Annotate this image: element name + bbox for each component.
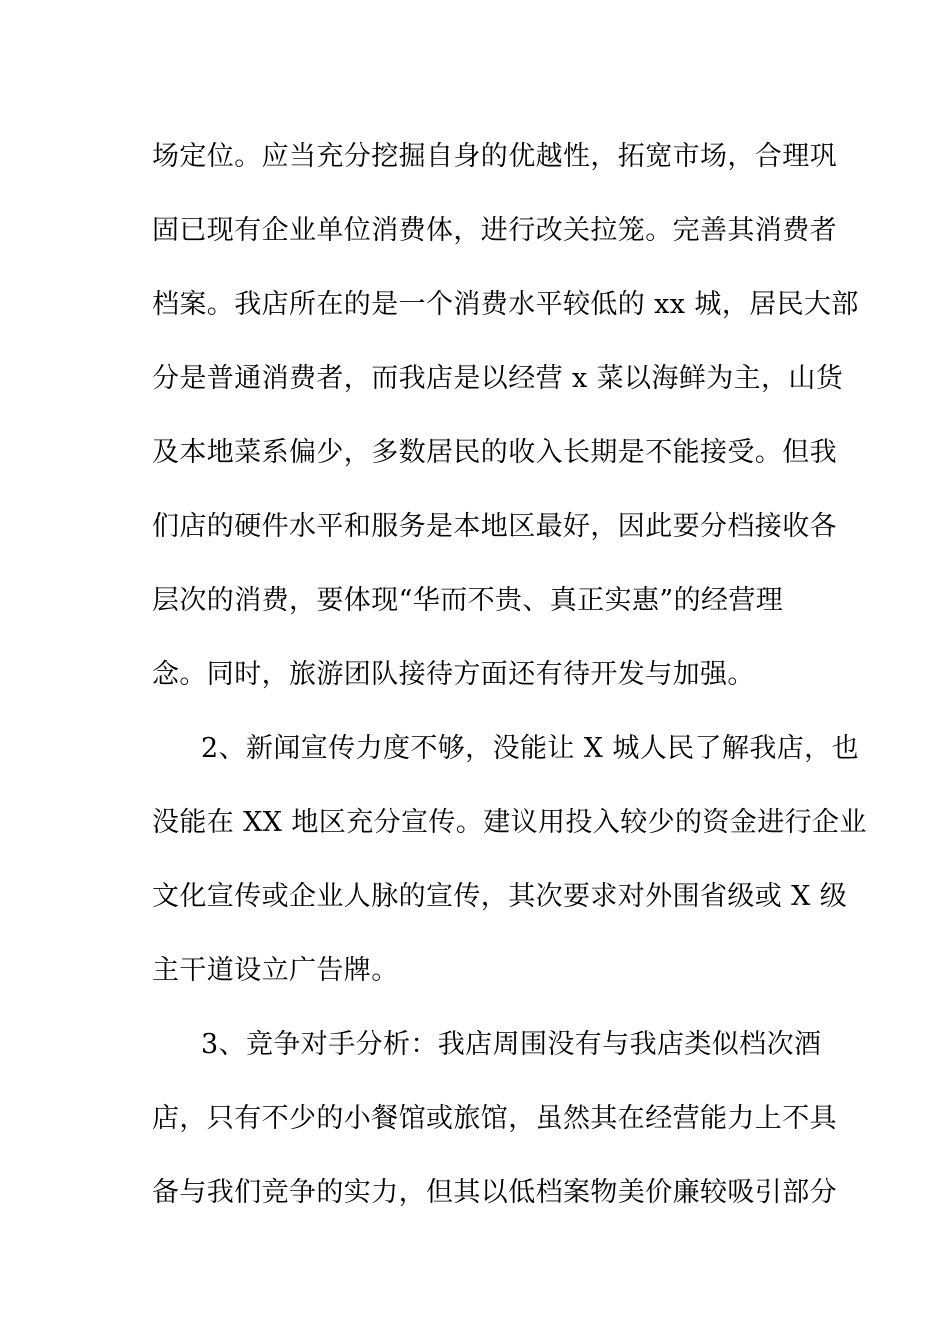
text-line: 场定位。应当充分挖掘自身的优越性，拓宽市场，合理巩 <box>152 141 837 172</box>
text-line: 们店的硬件水平和服务是本地区最好，因此要分档接收各 <box>152 511 837 542</box>
paragraph-start-line: 3、竞争对手分析：我店周围没有与我店类似档次酒 <box>201 1029 822 1060</box>
text-line: 层次的消费，要体现“华而不贵、真正实惠”的经营理 <box>152 585 784 616</box>
text-line: 店，只有不少的小餐馆或旅馆，虽然其在经营能力上不具 <box>152 1103 837 1134</box>
text-line: 主干道设立广告牌。 <box>152 955 399 986</box>
text-line: 及本地菜系偏少，多数居民的收入长期是不能接受。但我 <box>152 437 837 468</box>
text-line: 分是普通消费者，而我店是以经营 x 菜以海鲜为主，山货 <box>152 363 844 394</box>
text-line: 备与我们竞争的实力，但其以低档案物美价廉较吸引部分 <box>152 1177 837 1208</box>
text-line: 固已现有企业单位消费体，进行改关拉笼。完善其消费者 <box>152 215 837 246</box>
text-line: 档案。我店所在的是一个消费水平较低的 xx 城，居民大部 <box>152 289 859 320</box>
text-line: 念。同时，旅游团队接待方面还有待开发与加强。 <box>152 659 755 690</box>
text-line: 没能在 XX 地区充分宣传。建议用投入较少的资金进行企业 <box>152 807 867 838</box>
text-line: 文化宣传或企业人脉的宣传，其次要求对外围省级或 X 级 <box>152 881 848 912</box>
paragraph-start-line: 2、新闻宣传力度不够，没能让 X 城人民了解我店，也 <box>201 733 859 764</box>
